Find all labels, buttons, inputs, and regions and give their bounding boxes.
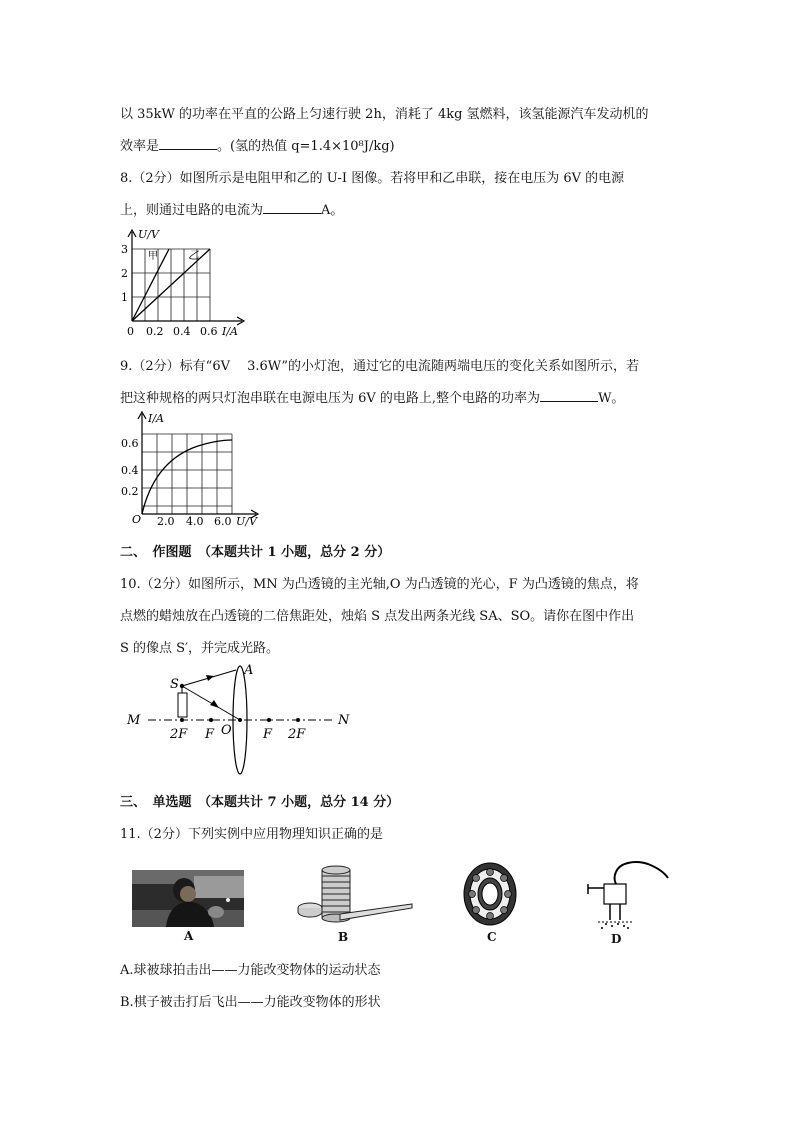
q11-option-b: B.棋子被击打后飞出——力能改变物体的形状 bbox=[120, 995, 381, 1010]
q8-xlabel: I/A bbox=[222, 325, 238, 338]
q11-picture-b bbox=[296, 862, 416, 930]
q9-origin: O bbox=[132, 513, 142, 526]
q8-ytick-1: 1 bbox=[121, 291, 128, 304]
q8-ytick-2: 2 bbox=[121, 267, 128, 280]
q8-current-prefix: 上，则通过电路的电流为 bbox=[120, 203, 264, 218]
q10-label-a: A bbox=[244, 663, 254, 678]
q7-efficiency-prefix: 效率是 bbox=[120, 139, 160, 154]
q10-label-left-f: F bbox=[205, 727, 215, 742]
q8-line1: 8.（2分）如图所示是电阻甲和乙的 U-I 图像。若将甲和乙串联，接在电压为 6V 的电源 bbox=[120, 171, 625, 186]
q11-label-c: C bbox=[487, 930, 497, 944]
q10-label-m: M bbox=[127, 713, 141, 728]
q10-line1: 10.（2分）如图所示，MN 为凸透镜的主光轴,O 为凸透镜的光心，F 为凸透镜的焦点，将 bbox=[120, 577, 639, 592]
q8-ylabel: U/V bbox=[138, 228, 159, 241]
q11-option-a: A.球被球拍击出——力能改变物体的运动状态 bbox=[120, 963, 381, 978]
q8-xtick-06: 0.6 bbox=[200, 325, 218, 338]
q11-label-a: A bbox=[184, 929, 194, 943]
q10-label-n: N bbox=[338, 713, 350, 728]
q10-candle bbox=[178, 693, 187, 717]
q7-line1: 以 35kW 的功率在平直的公路上匀速行驶 2h，消耗了 4kg 氢燃料，该氢能源汽车发动机的 bbox=[120, 107, 649, 122]
q11-picture-d bbox=[576, 858, 672, 936]
q8-xtick-04: 0.4 bbox=[173, 325, 191, 338]
section2-heading: 二、 作图题 （本题共计 1 小题，总分 2 分） bbox=[120, 545, 391, 560]
q10-ray-so bbox=[182, 686, 240, 720]
q11-picture-c bbox=[460, 860, 520, 928]
q7-line2 bbox=[120, 135, 395, 154]
q11-label-d: D bbox=[611, 932, 622, 946]
q8-current-suffix: A。 bbox=[321, 203, 344, 218]
q9-power-suffix: W。 bbox=[598, 391, 625, 406]
q10-label-o: O bbox=[221, 723, 232, 738]
q8-answer-blank[interactable] bbox=[263, 203, 321, 214]
q9-power-prefix: 把这种规格的两只灯泡串联在电源电压为 6V 的电路上,整个电路的功率为 bbox=[120, 391, 541, 406]
q9-xlabel: U/V bbox=[236, 515, 257, 528]
q10-label-right-f: F bbox=[263, 727, 273, 742]
q9-xtick-2: 2.0 bbox=[157, 515, 175, 528]
q11-stem: 11.（2分）下列实例中应用物理知识正确的是 bbox=[120, 827, 383, 842]
q7-answer-blank[interactable] bbox=[159, 139, 217, 150]
q10-label-right-2f: 2F bbox=[288, 727, 306, 742]
q11-picture-a bbox=[132, 870, 244, 927]
q9-line2 bbox=[120, 387, 624, 406]
q9-ytick-02: 0.2 bbox=[121, 485, 139, 498]
q8-line2 bbox=[120, 199, 343, 218]
q9-iu-graph bbox=[118, 408, 268, 530]
q8-origin: 0 bbox=[127, 325, 134, 338]
q8-label-jia: 甲 bbox=[148, 251, 158, 262]
q9-answer-blank[interactable] bbox=[540, 391, 598, 402]
q7-efficiency-suffix: 。(氢的热值 q=1.4×10⁸J/kg) bbox=[217, 139, 395, 154]
q10-label-s: S bbox=[170, 677, 179, 692]
q8-ui-graph bbox=[112, 224, 262, 344]
q9-ylabel: I/A bbox=[148, 412, 164, 425]
q8-xtick-02: 0.2 bbox=[146, 325, 164, 338]
section3-heading: 三、 单选题 （本题共计 7 小题，总分 14 分） bbox=[120, 795, 400, 810]
q11-label-b: B bbox=[338, 930, 349, 944]
q9-line1: 9.（2分）标有“6V 3.6W”的小灯泡，通过它的电流随两端电压的变化关系如图所示，若 bbox=[120, 359, 640, 374]
q10-lens-diagram bbox=[122, 660, 362, 780]
q9-xtick-6: 6.0 bbox=[214, 515, 232, 528]
q10-label-left-2f: 2F bbox=[170, 727, 188, 742]
q9-xtick-4: 4.0 bbox=[186, 515, 204, 528]
q8-label-yi: 乙 bbox=[188, 249, 199, 262]
q9-ytick-04: 0.4 bbox=[121, 464, 139, 477]
q10-line2: 点燃的蜡烛放在凸透镜的二倍焦距处，烛焰 S 点发出两条光线 SA、SO。请你在图中作出 bbox=[120, 609, 635, 624]
q8-ytick-3: 3 bbox=[121, 243, 128, 256]
q9-ytick-06: 0.6 bbox=[121, 437, 139, 450]
q10-line3: S 的像点 S′，并完成光路。 bbox=[120, 641, 280, 656]
